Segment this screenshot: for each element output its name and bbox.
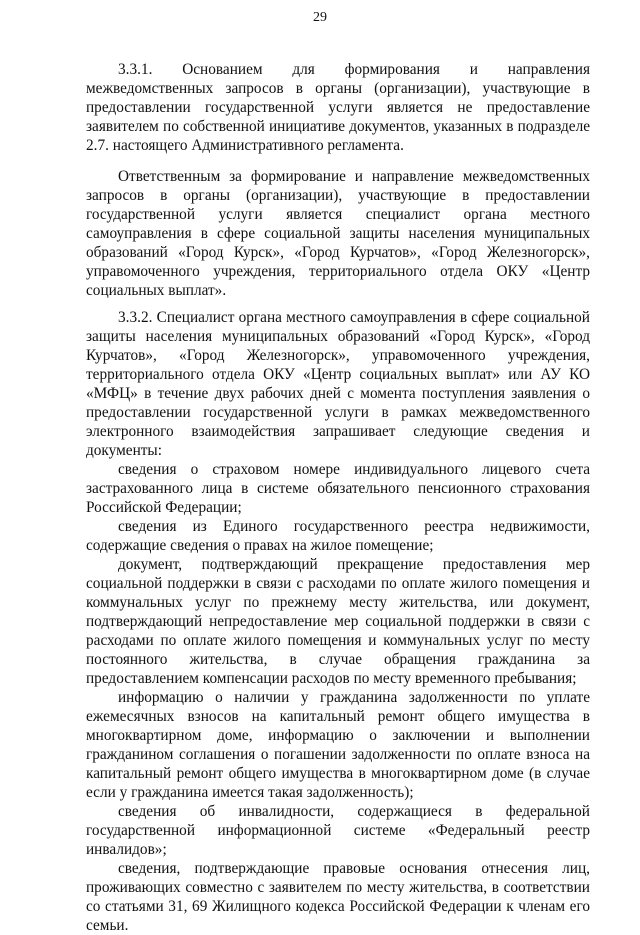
list-item-disability-info: сведения об инвалидности, содержащиеся в федеральной государственной информационной системе «Федеральный реестр инвалидов»; [86, 803, 590, 858]
paragraph-3-3-2: 3.3.2. Специалист органа местного самоуправления в сфере социальной защиты населения муниципальных образований «Город Курск», «Город Курчатов», «Город Железногорск», управомоченного учреждения, территориального отдела ОКУ «Центр социальных выплат» или АУ КО «МФЦ» в течение двух рабочих дней с момента поступления заявления о предоставлении государственной услуги в рамках межведомственного электронного взаимодействия запрашивает следующие сведения и документы: [86, 309, 590, 459]
list-item-insurance-number: сведения о страховом номере индивидуального лицевого счета застрахованного лица в системе обязательного пенсионного страхования Российской Федерации; [86, 461, 590, 516]
list-item-family-members: сведения, подтверждающие правовые основания отнесения лиц, проживающих совместно с заявителем по месту жительства, в соответствии со статьями 31, 69 Жилищного кодекса Российской Федерации к членам его семьи. [86, 860, 590, 934]
paragraph-3-3-1: 3.3.1. Основанием для формирования и направления межведомственных запросов в органы (организации), участвующие в предоставлении государственной услуги является не предоставление заявителем по собственной инициативе документов, указанных в подразделе 2.7. настоящего Административного регламента. [86, 61, 590, 154]
list-item-termination-document: документ, подтверждающий прекращение предоставления мер социальной поддержки в связи с расходами по оплате жилого помещения и коммунальных услуг по прежнему месту жительства, или документ, подтверждающий непредоставление мер социальной поддержки в связи с расходами по оплате жилого помещения и коммунальных услуг по месту постоянного жительства, в случае обращения гражданина за предоставлением компенсации расходов по месту временного пребывания; [86, 556, 590, 687]
list-item-real-estate-registry: сведения из Единого государственного реестра недвижимости, содержащие сведения о правах на жилое помещение; [86, 518, 590, 554]
page-number: 29 [313, 10, 327, 25]
paragraph-responsible-person: Ответственным за формирование и направление межведомственных запросов в органы (организации), участвующие в предоставлении государственной услуги является специалист органа местного самоуправления в сфере социальной защиты населения муниципальных образований «Город Курск», «Город Курчатов», «Город Железногорск», управомоченного учреждения, территориального отдела ОКУ «Центр социальных выплат». [86, 168, 590, 299]
document-body [86, 60, 590, 935]
list-item-debt-information: информацию о наличии у гражданина задолженности по уплате ежемесячных взносов на капитальный ремонт общего имущества в многоквартирном доме, информацию о заключении и выполнении гражданином соглашения о погашении задолженности по оплате взноса на капитальный ремонт общего имущества в многоквартирном доме (в случае если у гражданина имеется такая задолженность); [86, 689, 590, 801]
